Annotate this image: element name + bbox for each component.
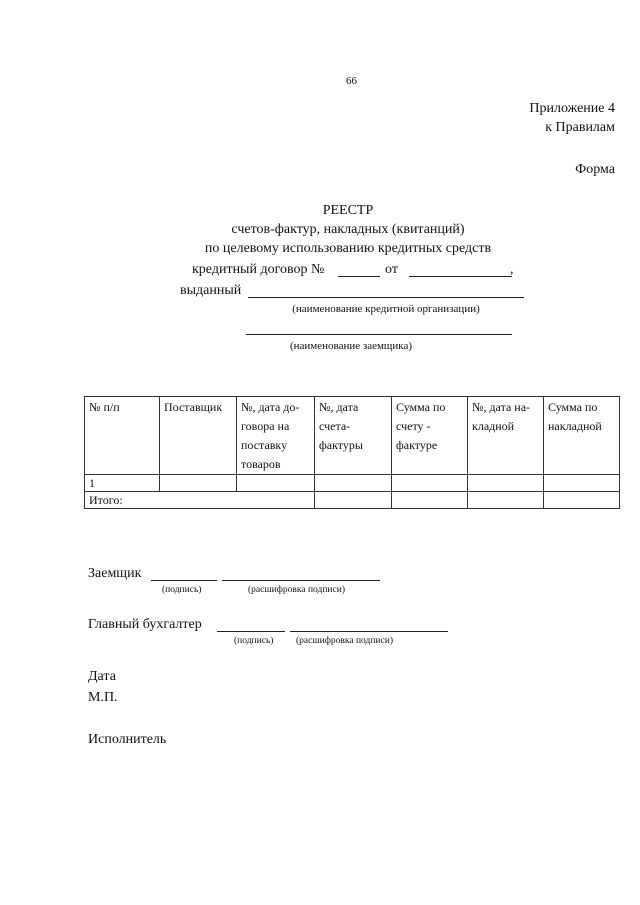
borrower-signature-caption: (подпись): [162, 585, 202, 595]
accountant-decoding-blank: [290, 631, 448, 632]
title-line-3: по целевому использованию кредитных средств: [204, 241, 492, 256]
bank-caption: (наименование кредитной организации): [292, 303, 480, 315]
contract-line: [192, 262, 324, 278]
borrower-caption: (наименование заемщика): [289, 340, 413, 352]
borrower-signature-label: Заемщик: [88, 566, 142, 581]
header-cell: № п/п: [85, 397, 160, 475]
header-cell: №, дата до- говора на поставку товаров: [237, 397, 315, 475]
header-cell: Сумма по накладной: [544, 397, 620, 475]
appendix-line-2: к Правилам: [545, 120, 615, 135]
date-label: Дата: [88, 669, 116, 684]
title-line-2: счетов-фактур, накладных (квитанций): [231, 222, 465, 237]
executor-label: Исполнитель: [88, 732, 167, 747]
header-cell: №, дата счета- фактуры: [315, 397, 392, 475]
accountant-signature-caption: (подпись): [234, 636, 274, 646]
table-header-row: [85, 397, 620, 475]
form-label: Форма: [575, 162, 615, 177]
accountant-signature-blank: [217, 631, 285, 632]
comma: ,: [510, 262, 514, 277]
borrower-signature-blank: [151, 580, 217, 581]
issued-label: выданный: [180, 283, 242, 298]
bank-name-blank: [248, 297, 524, 298]
stamp-label: М.П.: [88, 690, 118, 705]
appendix-line-1: Приложение 4: [529, 101, 615, 116]
borrower-name-blank: [246, 334, 512, 335]
document-title: РЕЕСТР: [322, 203, 374, 218]
borrower-decoding-blank: [222, 580, 380, 581]
contract-date-blank: [409, 276, 512, 277]
registry-table: [84, 396, 620, 509]
table-total-row: [85, 492, 620, 509]
page-number: 66: [346, 75, 357, 87]
header-cell: Сумма по счету - фактуре: [392, 397, 468, 475]
header-cell: Поставщик: [160, 397, 237, 475]
borrower-decoding-caption: (расшифровка подписи): [248, 585, 345, 595]
accountant-decoding-caption: (расшифровка подписи): [296, 636, 393, 646]
row-number-cell: 1: [85, 475, 160, 492]
header-cell: №, дата на- кладной: [468, 397, 544, 475]
from-label: от: [385, 262, 398, 277]
contract-number-blank: [338, 276, 380, 277]
table-row: [85, 475, 620, 492]
total-label-cell: Итого:: [85, 492, 237, 509]
accountant-signature-label: Главный бухгалтер: [88, 617, 202, 632]
contract-label: кредитный договор №: [192, 262, 325, 277]
